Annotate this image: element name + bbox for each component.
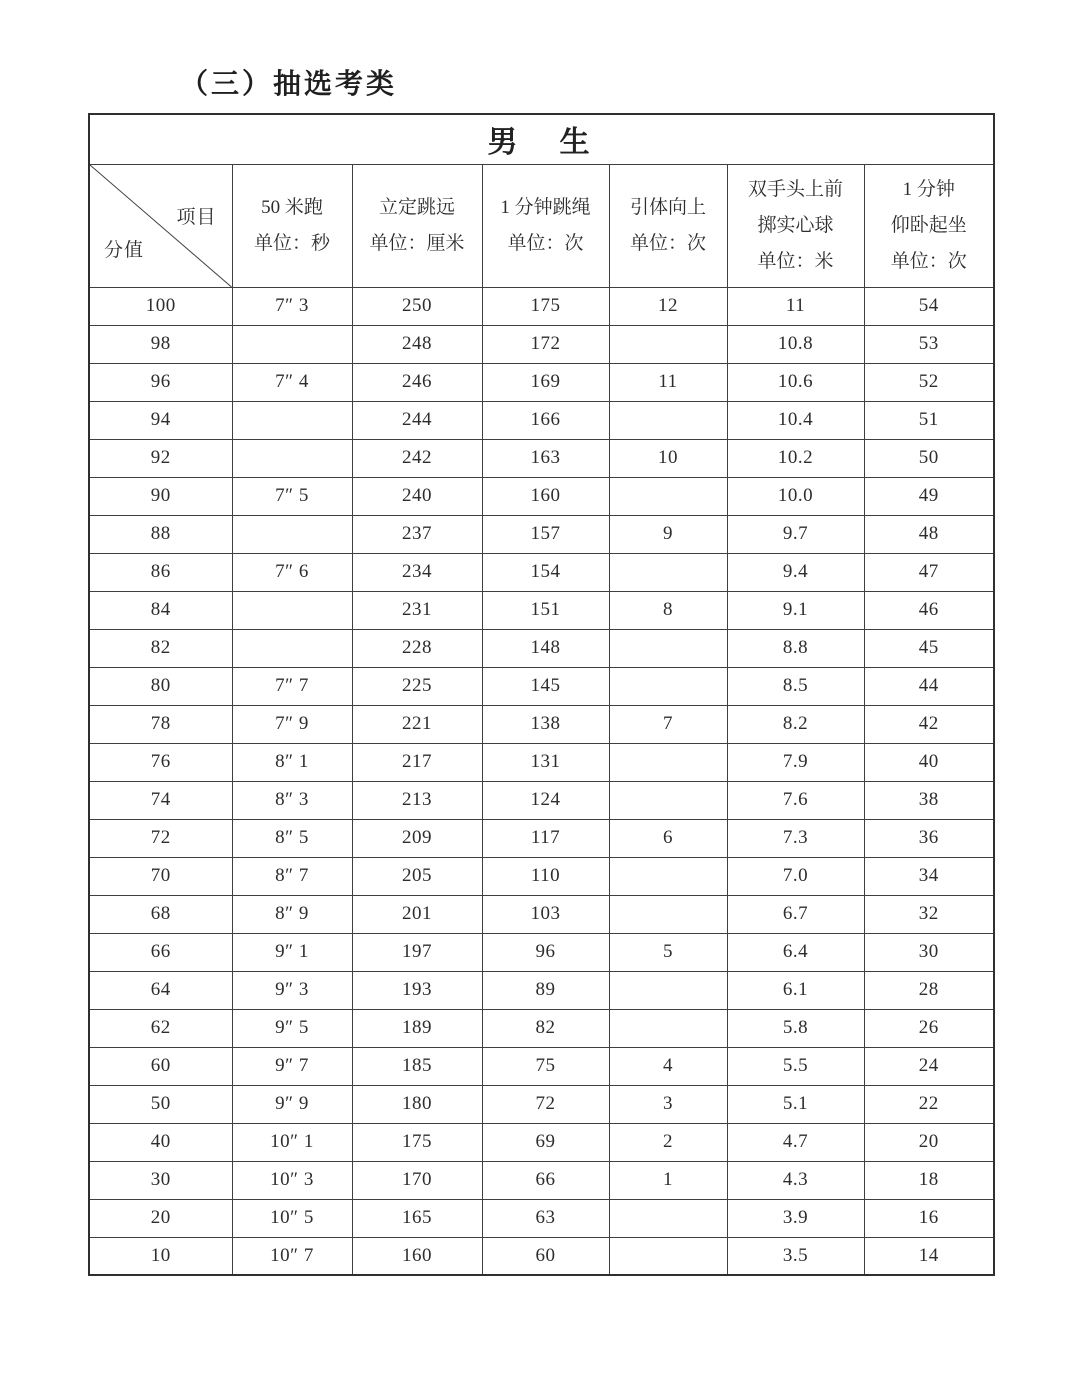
- value-cell-pull-ups: [609, 553, 727, 591]
- value-cell-50m-run: 7″ 5: [232, 477, 352, 515]
- value-cell-sit-ups-1min: 54: [864, 287, 994, 325]
- column-header-standing-long-jump: [352, 164, 482, 287]
- value-cell-pull-ups: [609, 1009, 727, 1047]
- gender-header-row: [89, 114, 994, 164]
- value-cell-solid-ball-throw: 10.8: [727, 325, 864, 363]
- score-cell: 70: [89, 857, 232, 895]
- score-table-container: [88, 113, 993, 1276]
- value-cell-sit-ups-1min: 36: [864, 819, 994, 857]
- value-cell-sit-ups-1min: 51: [864, 401, 994, 439]
- score-cell: 82: [89, 629, 232, 667]
- value-cell-rope-skipping-1min: 175: [482, 287, 609, 325]
- value-cell-pull-ups: 6: [609, 819, 727, 857]
- value-cell-sit-ups-1min: 38: [864, 781, 994, 819]
- value-cell-standing-long-jump: 228: [352, 629, 482, 667]
- column-header-line: 立定跳远: [378, 196, 455, 218]
- value-cell-standing-long-jump: 221: [352, 705, 482, 743]
- value-cell-solid-ball-throw: 7.9: [727, 743, 864, 781]
- value-cell-50m-run: 9″ 9: [232, 1085, 352, 1123]
- value-cell-solid-ball-throw: 6.1: [727, 971, 864, 1009]
- score-cell: 64: [89, 971, 232, 1009]
- column-header-pull-ups: [609, 164, 727, 287]
- value-cell-rope-skipping-1min: 89: [482, 971, 609, 1009]
- score-cell: 30: [89, 1161, 232, 1199]
- score-cell: 94: [89, 401, 232, 439]
- value-cell-solid-ball-throw: 5.8: [727, 1009, 864, 1047]
- value-cell-50m-run: 7″ 9: [232, 705, 352, 743]
- value-cell-rope-skipping-1min: 157: [482, 515, 609, 553]
- value-cell-solid-ball-throw: 7.3: [727, 819, 864, 857]
- value-cell-sit-ups-1min: 46: [864, 591, 994, 629]
- value-cell-50m-run: 10″ 5: [232, 1199, 352, 1237]
- table-row: [89, 629, 994, 667]
- value-cell-pull-ups: [609, 477, 727, 515]
- value-cell-standing-long-jump: 248: [352, 325, 482, 363]
- score-cell: 86: [89, 553, 232, 591]
- value-cell-rope-skipping-1min: 103: [482, 895, 609, 933]
- table-row: [89, 857, 994, 895]
- score-cell: 80: [89, 667, 232, 705]
- column-header-line: 1 分钟跳绳: [500, 196, 591, 218]
- table-row: [89, 1123, 994, 1161]
- value-cell-solid-ball-throw: 11: [727, 287, 864, 325]
- column-header-line: 引体向上: [629, 196, 706, 218]
- table-row: [89, 667, 994, 705]
- value-cell-standing-long-jump: 205: [352, 857, 482, 895]
- value-cell-50m-run: 9″ 1: [232, 933, 352, 971]
- value-cell-solid-ball-throw: 4.3: [727, 1161, 864, 1199]
- score-cell: 84: [89, 591, 232, 629]
- value-cell-pull-ups: [609, 325, 727, 363]
- value-cell-sit-ups-1min: 48: [864, 515, 994, 553]
- value-cell-sit-ups-1min: 18: [864, 1161, 994, 1199]
- column-header-50m-run: [232, 164, 352, 287]
- value-cell-rope-skipping-1min: 148: [482, 629, 609, 667]
- value-cell-solid-ball-throw: 10.4: [727, 401, 864, 439]
- value-cell-sit-ups-1min: 50: [864, 439, 994, 477]
- value-cell-solid-ball-throw: 7.0: [727, 857, 864, 895]
- table-row: [89, 591, 994, 629]
- score-cell: 78: [89, 705, 232, 743]
- score-cell: 98: [89, 325, 232, 363]
- value-cell-pull-ups: [609, 401, 727, 439]
- value-cell-50m-run: 9″ 5: [232, 1009, 352, 1047]
- table-row: [89, 971, 994, 1009]
- gender-header: 男 生: [89, 114, 994, 164]
- value-cell-pull-ups: [609, 667, 727, 705]
- value-cell-pull-ups: 1: [609, 1161, 727, 1199]
- value-cell-50m-run: 8″ 5: [232, 819, 352, 857]
- value-cell-pull-ups: 10: [609, 439, 727, 477]
- value-cell-pull-ups: [609, 971, 727, 1009]
- value-cell-standing-long-jump: 234: [352, 553, 482, 591]
- value-cell-rope-skipping-1min: 72: [482, 1085, 609, 1123]
- value-cell-rope-skipping-1min: 66: [482, 1161, 609, 1199]
- value-cell-pull-ups: 4: [609, 1047, 727, 1085]
- value-cell-solid-ball-throw: 8.5: [727, 667, 864, 705]
- score-cell: 92: [89, 439, 232, 477]
- value-cell-pull-ups: [609, 895, 727, 933]
- table-row: [89, 477, 994, 515]
- score-table-body: [89, 287, 994, 1275]
- table-row: [89, 1009, 994, 1047]
- score-cell: 10: [89, 1237, 232, 1275]
- column-header-line: 单位：次: [507, 232, 584, 254]
- value-cell-sit-ups-1min: 34: [864, 857, 994, 895]
- value-cell-50m-run: 8″ 3: [232, 781, 352, 819]
- value-cell-pull-ups: 8: [609, 591, 727, 629]
- value-cell-standing-long-jump: 213: [352, 781, 482, 819]
- value-cell-pull-ups: [609, 1237, 727, 1275]
- corner-label-score: 分值: [104, 239, 145, 261]
- value-cell-standing-long-jump: 180: [352, 1085, 482, 1123]
- value-cell-50m-run: 9″ 7: [232, 1047, 352, 1085]
- value-cell-standing-long-jump: 237: [352, 515, 482, 553]
- table-row: [89, 1161, 994, 1199]
- value-cell-sit-ups-1min: 24: [864, 1047, 994, 1085]
- column-header-sit-ups-1min: [864, 164, 994, 287]
- value-cell-standing-long-jump: 217: [352, 743, 482, 781]
- value-cell-sit-ups-1min: 40: [864, 743, 994, 781]
- score-cell: 96: [89, 363, 232, 401]
- corner-label-project: 项目: [176, 206, 217, 228]
- value-cell-sit-ups-1min: 49: [864, 477, 994, 515]
- value-cell-sit-ups-1min: 14: [864, 1237, 994, 1275]
- value-cell-standing-long-jump: 231: [352, 591, 482, 629]
- value-cell-50m-run: 10″ 1: [232, 1123, 352, 1161]
- value-cell-standing-long-jump: 160: [352, 1237, 482, 1275]
- table-row: [89, 1047, 994, 1085]
- value-cell-standing-long-jump: 201: [352, 895, 482, 933]
- value-cell-pull-ups: [609, 629, 727, 667]
- value-cell-standing-long-jump: 225: [352, 667, 482, 705]
- column-header-line: 单位：次: [890, 250, 967, 272]
- value-cell-50m-run: 7″ 7: [232, 667, 352, 705]
- score-cell: 20: [89, 1199, 232, 1237]
- value-cell-50m-run: 9″ 3: [232, 971, 352, 1009]
- value-cell-rope-skipping-1min: 163: [482, 439, 609, 477]
- value-cell-50m-run: [232, 591, 352, 629]
- score-cell: 76: [89, 743, 232, 781]
- value-cell-standing-long-jump: 175: [352, 1123, 482, 1161]
- value-cell-rope-skipping-1min: 117: [482, 819, 609, 857]
- table-row: [89, 515, 994, 553]
- value-cell-pull-ups: 9: [609, 515, 727, 553]
- value-cell-rope-skipping-1min: 160: [482, 477, 609, 515]
- value-cell-rope-skipping-1min: 138: [482, 705, 609, 743]
- value-cell-rope-skipping-1min: 131: [482, 743, 609, 781]
- boys-score-table: [88, 113, 995, 1276]
- value-cell-sit-ups-1min: 22: [864, 1085, 994, 1123]
- value-cell-pull-ups: 5: [609, 933, 727, 971]
- value-cell-50m-run: [232, 629, 352, 667]
- section-title: （三）抽选考类: [180, 69, 398, 100]
- score-cell: 40: [89, 1123, 232, 1161]
- value-cell-rope-skipping-1min: 151: [482, 591, 609, 629]
- score-cell: 60: [89, 1047, 232, 1085]
- value-cell-50m-run: 7″ 4: [232, 363, 352, 401]
- value-cell-sit-ups-1min: 32: [864, 895, 994, 933]
- value-cell-sit-ups-1min: 26: [864, 1009, 994, 1047]
- column-header-line: 仰卧起坐: [890, 214, 967, 236]
- value-cell-50m-run: 8″ 7: [232, 857, 352, 895]
- column-header-line: 1 分钟: [902, 178, 955, 200]
- value-cell-rope-skipping-1min: 96: [482, 933, 609, 971]
- value-cell-50m-run: 7″ 3: [232, 287, 352, 325]
- score-cell: 68: [89, 895, 232, 933]
- value-cell-pull-ups: 7: [609, 705, 727, 743]
- value-cell-solid-ball-throw: 4.7: [727, 1123, 864, 1161]
- value-cell-rope-skipping-1min: 166: [482, 401, 609, 439]
- table-row: [89, 895, 994, 933]
- value-cell-sit-ups-1min: 16: [864, 1199, 994, 1237]
- value-cell-rope-skipping-1min: 60: [482, 1237, 609, 1275]
- value-cell-standing-long-jump: 165: [352, 1199, 482, 1237]
- table-row: [89, 705, 994, 743]
- value-cell-pull-ups: 2: [609, 1123, 727, 1161]
- value-cell-standing-long-jump: 193: [352, 971, 482, 1009]
- score-cell: 90: [89, 477, 232, 515]
- value-cell-standing-long-jump: 242: [352, 439, 482, 477]
- value-cell-pull-ups: [609, 743, 727, 781]
- value-cell-sit-ups-1min: 52: [864, 363, 994, 401]
- value-cell-solid-ball-throw: 3.5: [727, 1237, 864, 1275]
- value-cell-solid-ball-throw: 10.0: [727, 477, 864, 515]
- value-cell-solid-ball-throw: 9.4: [727, 553, 864, 591]
- value-cell-standing-long-jump: 170: [352, 1161, 482, 1199]
- table-row: [89, 819, 994, 857]
- column-header-line: 单位：秒: [253, 232, 330, 254]
- value-cell-rope-skipping-1min: 145: [482, 667, 609, 705]
- table-row: [89, 1199, 994, 1237]
- value-cell-50m-run: 8″ 9: [232, 895, 352, 933]
- score-cell: 100: [89, 287, 232, 325]
- column-header-rope-skipping-1min: [482, 164, 609, 287]
- value-cell-standing-long-jump: 240: [352, 477, 482, 515]
- value-cell-sit-ups-1min: 20: [864, 1123, 994, 1161]
- score-cell: 88: [89, 515, 232, 553]
- value-cell-solid-ball-throw: 7.6: [727, 781, 864, 819]
- value-cell-rope-skipping-1min: 82: [482, 1009, 609, 1047]
- column-header-row: [89, 164, 994, 287]
- column-header-line: 单位：次: [629, 232, 706, 254]
- value-cell-standing-long-jump: 250: [352, 287, 482, 325]
- value-cell-sit-ups-1min: 45: [864, 629, 994, 667]
- score-cell: 72: [89, 819, 232, 857]
- value-cell-50m-run: [232, 439, 352, 477]
- value-cell-pull-ups: [609, 1199, 727, 1237]
- table-row: [89, 743, 994, 781]
- value-cell-50m-run: 7″ 6: [232, 553, 352, 591]
- value-cell-pull-ups: [609, 857, 727, 895]
- score-cell: 74: [89, 781, 232, 819]
- column-header-line: 掷实心球: [757, 214, 834, 236]
- table-row: [89, 933, 994, 971]
- value-cell-sit-ups-1min: 53: [864, 325, 994, 363]
- score-cell: 66: [89, 933, 232, 971]
- value-cell-pull-ups: [609, 781, 727, 819]
- table-row: [89, 781, 994, 819]
- table-row: [89, 553, 994, 591]
- value-cell-rope-skipping-1min: 110: [482, 857, 609, 895]
- value-cell-standing-long-jump: 244: [352, 401, 482, 439]
- value-cell-pull-ups: 11: [609, 363, 727, 401]
- value-cell-standing-long-jump: 189: [352, 1009, 482, 1047]
- table-row: [89, 401, 994, 439]
- score-cell: 50: [89, 1085, 232, 1123]
- table-row: [89, 325, 994, 363]
- table-row: [89, 1085, 994, 1123]
- value-cell-solid-ball-throw: 5.5: [727, 1047, 864, 1085]
- score-cell: 62: [89, 1009, 232, 1047]
- column-header-line: 双手头上前: [747, 178, 843, 200]
- table-row: [89, 363, 994, 401]
- value-cell-standing-long-jump: 197: [352, 933, 482, 971]
- value-cell-solid-ball-throw: 3.9: [727, 1199, 864, 1237]
- corner-cell: [89, 164, 232, 287]
- value-cell-solid-ball-throw: 6.7: [727, 895, 864, 933]
- value-cell-solid-ball-throw: 9.1: [727, 591, 864, 629]
- value-cell-rope-skipping-1min: 172: [482, 325, 609, 363]
- value-cell-rope-skipping-1min: 124: [482, 781, 609, 819]
- column-header-line: 单位：厘米: [369, 232, 465, 254]
- value-cell-solid-ball-throw: 5.1: [727, 1085, 864, 1123]
- value-cell-standing-long-jump: 246: [352, 363, 482, 401]
- value-cell-rope-skipping-1min: 154: [482, 553, 609, 591]
- value-cell-rope-skipping-1min: 75: [482, 1047, 609, 1085]
- table-row: [89, 1237, 994, 1275]
- value-cell-50m-run: 10″ 3: [232, 1161, 352, 1199]
- value-cell-pull-ups: 3: [609, 1085, 727, 1123]
- value-cell-50m-run: [232, 515, 352, 553]
- value-cell-rope-skipping-1min: 63: [482, 1199, 609, 1237]
- value-cell-solid-ball-throw: 10.2: [727, 439, 864, 477]
- value-cell-rope-skipping-1min: 169: [482, 363, 609, 401]
- value-cell-solid-ball-throw: 8.2: [727, 705, 864, 743]
- column-header-solid-ball-throw: [727, 164, 864, 287]
- value-cell-solid-ball-throw: 9.7: [727, 515, 864, 553]
- value-cell-rope-skipping-1min: 69: [482, 1123, 609, 1161]
- value-cell-sit-ups-1min: 44: [864, 667, 994, 705]
- value-cell-pull-ups: 12: [609, 287, 727, 325]
- value-cell-50m-run: [232, 401, 352, 439]
- value-cell-sit-ups-1min: 28: [864, 971, 994, 1009]
- value-cell-sit-ups-1min: 42: [864, 705, 994, 743]
- column-header-line: 单位：米: [757, 250, 834, 272]
- value-cell-sit-ups-1min: 47: [864, 553, 994, 591]
- value-cell-solid-ball-throw: 10.6: [727, 363, 864, 401]
- table-row: [89, 439, 994, 477]
- value-cell-standing-long-jump: 185: [352, 1047, 482, 1085]
- value-cell-50m-run: 8″ 1: [232, 743, 352, 781]
- column-header-line: 50 米跑: [261, 196, 323, 218]
- value-cell-solid-ball-throw: 8.8: [727, 629, 864, 667]
- value-cell-solid-ball-throw: 6.4: [727, 933, 864, 971]
- value-cell-sit-ups-1min: 30: [864, 933, 994, 971]
- value-cell-50m-run: [232, 325, 352, 363]
- value-cell-standing-long-jump: 209: [352, 819, 482, 857]
- value-cell-50m-run: 10″ 7: [232, 1237, 352, 1275]
- table-row: [89, 287, 994, 325]
